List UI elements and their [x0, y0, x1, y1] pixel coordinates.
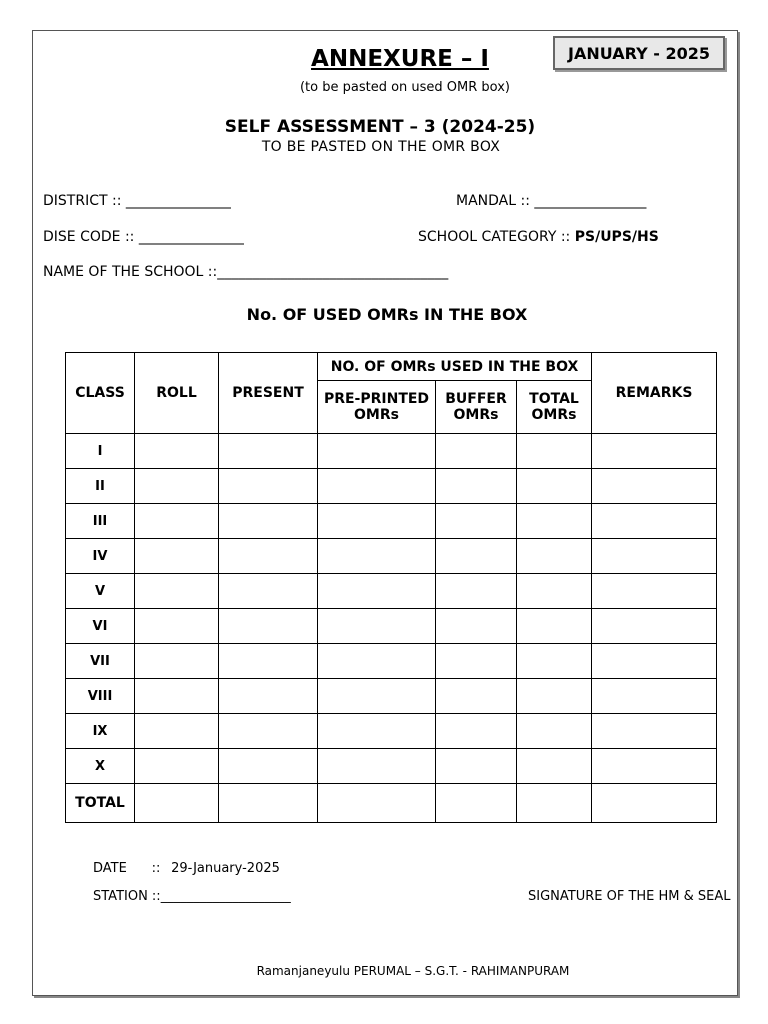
entry-cell[interactable]: [135, 609, 219, 644]
entry-cell[interactable]: [592, 784, 717, 823]
entry-cell[interactable]: [318, 749, 436, 784]
entry-cell[interactable]: [135, 749, 219, 784]
table-row: [66, 609, 717, 644]
table-row: [66, 574, 717, 609]
table-row: [66, 504, 717, 539]
date-label: DATE: [93, 861, 127, 876]
entry-cell[interactable]: [436, 679, 517, 714]
class-cell: X: [66, 749, 135, 784]
entry-cell[interactable]: [135, 539, 219, 574]
school-category-value: PS/UPS/HS: [574, 229, 659, 245]
entry-cell[interactable]: [135, 574, 219, 609]
entry-cell[interactable]: [517, 504, 592, 539]
entry-cell[interactable]: [318, 679, 436, 714]
entry-cell[interactable]: [517, 469, 592, 504]
signature-label: SIGNATURE OF THE HM & SEAL: [528, 889, 731, 904]
entry-cell[interactable]: [592, 504, 717, 539]
page-subtitle: (to be pasted on used OMR box): [299, 80, 510, 95]
dise-code-field[interactable]: DISE CODE :: _______________: [43, 229, 244, 245]
entry-cell[interactable]: [318, 644, 436, 679]
entry-cell[interactable]: [219, 679, 318, 714]
entry-cell[interactable]: [517, 434, 592, 469]
entry-cell[interactable]: [318, 609, 436, 644]
entry-cell[interactable]: [318, 434, 436, 469]
date-badge: JANUARY - 2025: [553, 36, 725, 70]
table-row: [66, 714, 717, 749]
entry-cell[interactable]: [517, 574, 592, 609]
section-title: No. OF USED OMRs IN THE BOX: [246, 305, 528, 324]
date-field: [93, 861, 280, 876]
entry-cell[interactable]: [318, 469, 436, 504]
entry-cell[interactable]: [592, 539, 717, 574]
entry-cell[interactable]: [318, 539, 436, 574]
date-value: 29-January-2025: [171, 861, 280, 876]
table-row: [66, 539, 717, 574]
entry-cell[interactable]: [436, 749, 517, 784]
table-total-row: [66, 784, 717, 823]
entry-cell[interactable]: [135, 469, 219, 504]
entry-cell[interactable]: [592, 469, 717, 504]
entry-cell[interactable]: [219, 574, 318, 609]
entry-cell[interactable]: [219, 714, 318, 749]
author-credit: Ramanjaneyulu PERUMAL – S.G.T. - RAHIMANPURAM: [256, 964, 570, 978]
entry-cell[interactable]: [318, 784, 436, 823]
header-total-omrs: TOTAL OMRs: [517, 381, 592, 434]
entry-cell[interactable]: [436, 644, 517, 679]
header-class: CLASS: [66, 353, 135, 434]
assessment-heading: SELF ASSESSMENT – 3 (2024-25): [224, 117, 536, 137]
class-cell: I: [66, 434, 135, 469]
date-separator: ::: [151, 861, 161, 876]
table-row: [66, 679, 717, 714]
entry-cell[interactable]: [135, 714, 219, 749]
district-field[interactable]: DISTRICT :: _______________: [43, 193, 231, 209]
class-cell: III: [66, 504, 135, 539]
class-cell: II: [66, 469, 135, 504]
omr-table: [65, 352, 717, 823]
class-cell: IV: [66, 539, 135, 574]
class-cell: V: [66, 574, 135, 609]
entry-cell[interactable]: [219, 504, 318, 539]
school-name-field[interactable]: NAME OF THE SCHOOL ::_________________________________: [43, 264, 449, 280]
entry-cell[interactable]: [592, 644, 717, 679]
entry-cell[interactable]: [318, 574, 436, 609]
school-category-label: SCHOOL CATEGORY ::: [418, 229, 571, 245]
class-cell: VIII: [66, 679, 135, 714]
header-present: PRESENT: [219, 353, 318, 434]
header-omrs-used-group: NO. OF OMRs USED IN THE BOX: [318, 353, 592, 381]
assessment-subheading: TO BE PASTED ON THE OMR BOX: [261, 139, 501, 155]
entry-cell[interactable]: [436, 714, 517, 749]
entry-cell[interactable]: [219, 469, 318, 504]
entry-cell[interactable]: [219, 644, 318, 679]
entry-cell[interactable]: [517, 644, 592, 679]
entry-cell[interactable]: [318, 714, 436, 749]
entry-cell[interactable]: [219, 539, 318, 574]
header-remarks: REMARKS: [592, 353, 717, 434]
entry-cell[interactable]: [592, 574, 717, 609]
entry-cell[interactable]: [219, 784, 318, 823]
table-row: [66, 644, 717, 679]
class-cell: VII: [66, 644, 135, 679]
entry-cell[interactable]: [135, 679, 219, 714]
header-roll: ROLL: [135, 353, 219, 434]
table-row: [66, 749, 717, 784]
entry-cell[interactable]: [592, 434, 717, 469]
entry-cell[interactable]: [436, 434, 517, 469]
class-cell: TOTAL: [66, 784, 135, 823]
entry-cell[interactable]: [436, 784, 517, 823]
entry-cell[interactable]: [592, 609, 717, 644]
entry-cell[interactable]: [517, 714, 592, 749]
entry-cell[interactable]: [592, 714, 717, 749]
entry-cell[interactable]: [517, 679, 592, 714]
entry-cell[interactable]: [436, 574, 517, 609]
entry-cell[interactable]: [219, 749, 318, 784]
entry-cell[interactable]: [219, 609, 318, 644]
table-row: [66, 434, 717, 469]
entry-cell[interactable]: [592, 749, 717, 784]
header-buffer-omrs: BUFFER OMRs: [436, 381, 517, 434]
entry-cell[interactable]: [436, 539, 517, 574]
entry-cell[interactable]: [135, 434, 219, 469]
entry-cell[interactable]: [517, 749, 592, 784]
entry-cell[interactable]: [436, 469, 517, 504]
mandal-field[interactable]: MANDAL :: ________________: [456, 193, 647, 209]
entry-cell[interactable]: [436, 609, 517, 644]
class-cell: VI: [66, 609, 135, 644]
entry-cell[interactable]: [318, 504, 436, 539]
entry-cell[interactable]: [517, 784, 592, 823]
header-preprinted-omrs: PRE-PRINTED OMRs: [318, 381, 436, 434]
entry-cell[interactable]: [517, 609, 592, 644]
page-title: ANNEXURE – I: [311, 46, 489, 72]
table-row: [66, 469, 717, 504]
entry-cell[interactable]: [135, 644, 219, 679]
entry-cell[interactable]: [517, 539, 592, 574]
entry-cell[interactable]: [135, 504, 219, 539]
entry-cell[interactable]: [436, 504, 517, 539]
station-field[interactable]: STATION ::____________________: [93, 889, 291, 904]
class-cell: IX: [66, 714, 135, 749]
entry-cell[interactable]: [592, 679, 717, 714]
entry-cell[interactable]: [219, 434, 318, 469]
school-category-field[interactable]: [418, 229, 659, 245]
entry-cell[interactable]: [135, 784, 219, 823]
